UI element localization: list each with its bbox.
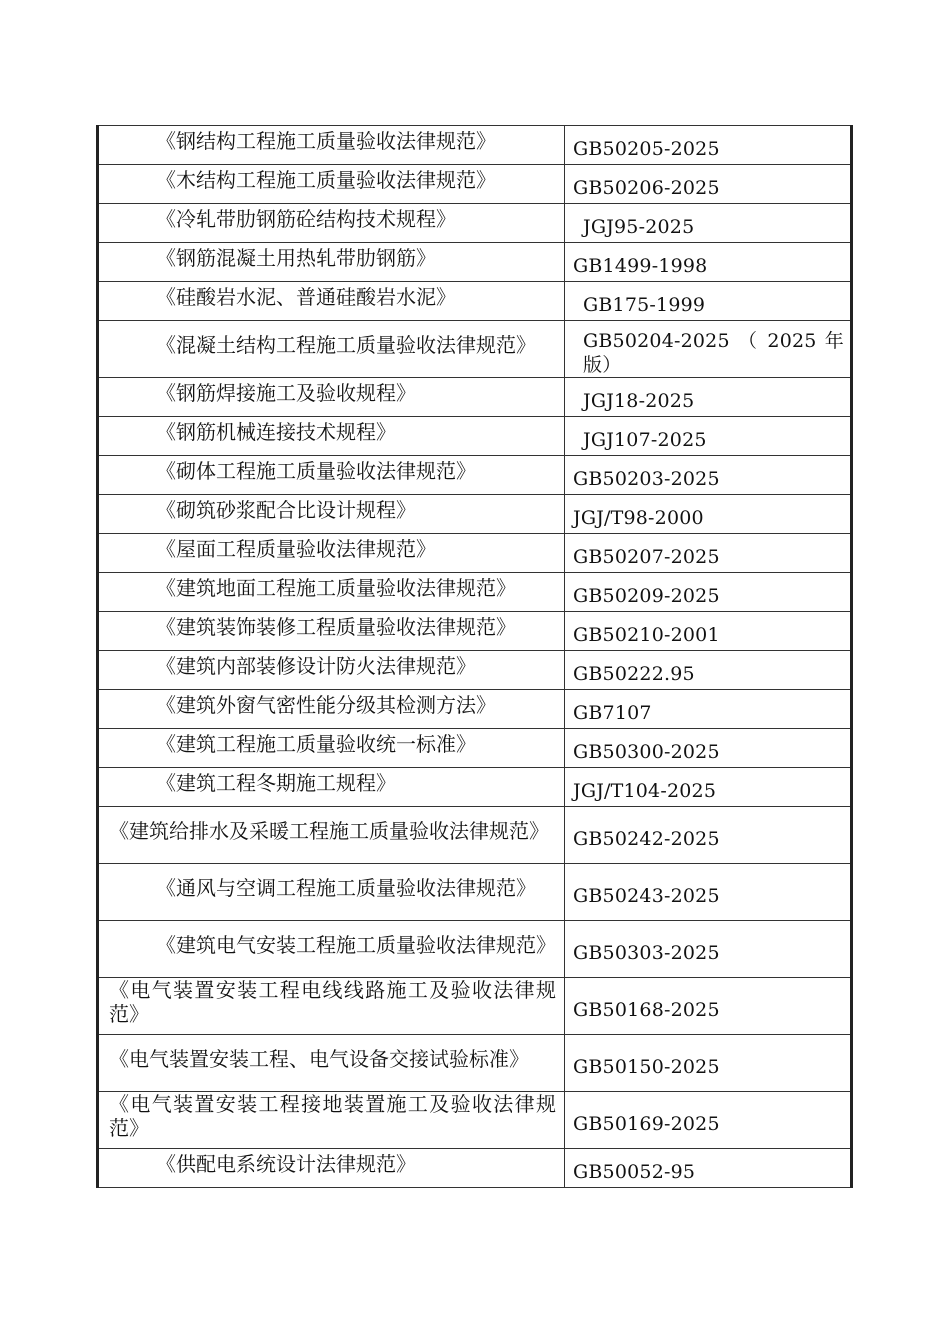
standard-name-cell — [98, 768, 565, 807]
standard-name-cell — [98, 378, 565, 417]
standard-name-cell — [98, 417, 565, 456]
standard-code: GB50204-2025 （ 2025 年版） — [583, 330, 844, 376]
standard-name: 《钢筋混凝土用热轧带肋钢筋》 — [156, 246, 436, 270]
standard-name-cell — [98, 126, 565, 165]
standard-name: 《电气装置安装工程电线线路施工及验收法律规范》 — [109, 978, 556, 1026]
standard-name-cell — [98, 321, 565, 378]
table-row — [98, 495, 852, 534]
table-row — [98, 1035, 852, 1092]
standard-code: GB7107 — [573, 702, 652, 724]
standard-code-cell — [565, 864, 852, 921]
standard-code: GB50243-2025 — [573, 885, 720, 907]
table-row — [98, 456, 852, 495]
standard-name-cell — [98, 612, 565, 651]
standard-name-cell — [98, 921, 565, 978]
table-row — [98, 612, 852, 651]
standard-code: GB175-1999 — [583, 294, 706, 316]
standard-code: JGJ107-2025 — [583, 429, 707, 451]
table-row — [98, 651, 852, 690]
standard-code: GB50052-95 — [573, 1161, 696, 1183]
standard-code: GB50168-2025 — [573, 999, 720, 1021]
standard-name-cell — [98, 282, 565, 321]
standard-code-cell — [565, 612, 852, 651]
standard-code-cell — [565, 1149, 852, 1188]
standard-code: JGJ18-2025 — [583, 390, 695, 412]
standard-name: 《砌体工程施工质量验收法律规范》 — [156, 459, 476, 483]
standard-code-cell — [565, 378, 852, 417]
table-row — [98, 378, 852, 417]
standard-name-cell — [98, 165, 565, 204]
table-row — [98, 321, 852, 378]
table-row — [98, 864, 852, 921]
standard-code-cell — [565, 1092, 852, 1149]
standard-code-cell — [565, 243, 852, 282]
standard-name-cell — [98, 243, 565, 282]
standard-code: JGJ95-2025 — [583, 216, 695, 238]
standard-name: 《屋面工程质量验收法律规范》 — [156, 537, 436, 561]
standard-name: 《混凝土结构工程施工质量验收法律规范》 — [156, 333, 536, 357]
standard-name: 《建筑地面工程施工质量验收法律规范》 — [156, 576, 516, 600]
table-row — [98, 690, 852, 729]
table-row — [98, 921, 852, 978]
standard-name: 《钢筋机械连接技术规程》 — [156, 420, 396, 444]
standard-name-cell — [98, 534, 565, 573]
standard-code: GB50222.95 — [573, 663, 695, 685]
standard-name: 《钢结构工程施工质量验收法律规范》 — [156, 129, 496, 153]
standard-name: 《建筑装饰装修工程质量验收法律规范》 — [156, 615, 516, 639]
standard-code: GB50206-2025 — [573, 177, 720, 199]
standard-code: GB50203-2025 — [573, 468, 720, 490]
standards-table — [96, 125, 853, 1188]
standard-code-cell — [565, 1035, 852, 1092]
table-row — [98, 126, 852, 165]
standard-name: 《建筑工程施工质量验收统一标准》 — [156, 732, 476, 756]
standard-name: 《冷轧带肋钢筋砼结构技术规程》 — [156, 207, 456, 231]
standard-code: GB50209-2025 — [573, 585, 720, 607]
standard-code: GB50300-2025 — [573, 741, 720, 763]
standard-code-cell — [565, 204, 852, 243]
standard-name: 《砌筑砂浆配合比设计规程》 — [156, 498, 416, 522]
table-row — [98, 978, 852, 1035]
standard-code-cell — [565, 417, 852, 456]
standard-name: 《电气装置安装工程接地装置施工及验收法律规范》 — [109, 1092, 556, 1140]
standard-code-cell — [565, 651, 852, 690]
standard-code-cell — [565, 768, 852, 807]
standard-code: GB1499-1998 — [573, 255, 708, 277]
standard-name: 《建筑电气安装工程施工质量验收法律规范》 — [156, 933, 556, 957]
standard-code-cell — [565, 729, 852, 768]
standard-name-cell — [98, 456, 565, 495]
table-row — [98, 573, 852, 612]
standard-name-cell — [98, 1035, 565, 1092]
table-row — [98, 534, 852, 573]
table-row — [98, 768, 852, 807]
standard-code-cell — [565, 921, 852, 978]
table-row — [98, 729, 852, 768]
standard-name-cell — [98, 864, 565, 921]
standard-code-cell — [565, 321, 852, 378]
table-row — [98, 204, 852, 243]
standard-name-cell — [98, 495, 565, 534]
standard-name-cell — [98, 573, 565, 612]
standard-code-cell — [565, 534, 852, 573]
table-row — [98, 165, 852, 204]
standard-name: 《电气装置安装工程、电气设备交接试验标准》 — [109, 1047, 529, 1071]
standard-name-cell — [98, 690, 565, 729]
standard-name-cell — [98, 651, 565, 690]
table-row — [98, 807, 852, 864]
standard-name: 《通风与空调工程施工质量验收法律规范》 — [156, 876, 536, 900]
standard-code-cell — [565, 690, 852, 729]
standard-name: 《钢筋焊接施工及验收规程》 — [156, 381, 416, 405]
standard-name-cell — [98, 204, 565, 243]
standard-name-cell — [98, 807, 565, 864]
standard-name: 《建筑工程冬期施工规程》 — [156, 771, 396, 795]
standard-code: GB50150-2025 — [573, 1056, 720, 1078]
table-row — [98, 417, 852, 456]
standard-name-cell — [98, 1092, 565, 1149]
standard-code: GB50207-2025 — [573, 546, 720, 568]
table-row — [98, 282, 852, 321]
standard-code-cell — [565, 807, 852, 864]
standard-name: 《建筑内部装修设计防火法律规范》 — [156, 654, 476, 678]
standard-code-cell — [565, 573, 852, 612]
standard-code: JGJ/T104-2025 — [573, 780, 717, 802]
standard-code-cell — [565, 495, 852, 534]
table-row — [98, 1092, 852, 1149]
standard-name: 《硅酸岩水泥、普通硅酸岩水泥》 — [156, 285, 456, 309]
standard-name-cell — [98, 978, 565, 1035]
standard-code-cell — [565, 456, 852, 495]
standard-name: 《供配电系统设计法律规范》 — [156, 1152, 416, 1176]
standard-code: GB50210-2001 — [573, 624, 720, 646]
standard-code: GB50205-2025 — [573, 138, 720, 160]
table-row — [98, 243, 852, 282]
standard-code: JGJ/T98-2000 — [573, 507, 704, 529]
standard-name: 《木结构工程施工质量验收法律规范》 — [156, 168, 496, 192]
standard-name: 《建筑外窗气密性能分级其检测方法》 — [156, 693, 496, 717]
standard-name-cell — [98, 729, 565, 768]
standard-code: GB50242-2025 — [573, 828, 720, 850]
standard-name: 《建筑给排水及采暖工程施工质量验收法律规范》 — [109, 819, 549, 843]
standard-code: GB50303-2025 — [573, 942, 720, 964]
standard-name-cell — [98, 1149, 565, 1188]
table-row — [98, 1149, 852, 1188]
standard-code: GB50169-2025 — [573, 1113, 720, 1135]
standard-code-cell — [565, 165, 852, 204]
standard-code-cell — [565, 126, 852, 165]
standard-code-cell — [565, 978, 852, 1035]
standard-code-cell — [565, 282, 852, 321]
